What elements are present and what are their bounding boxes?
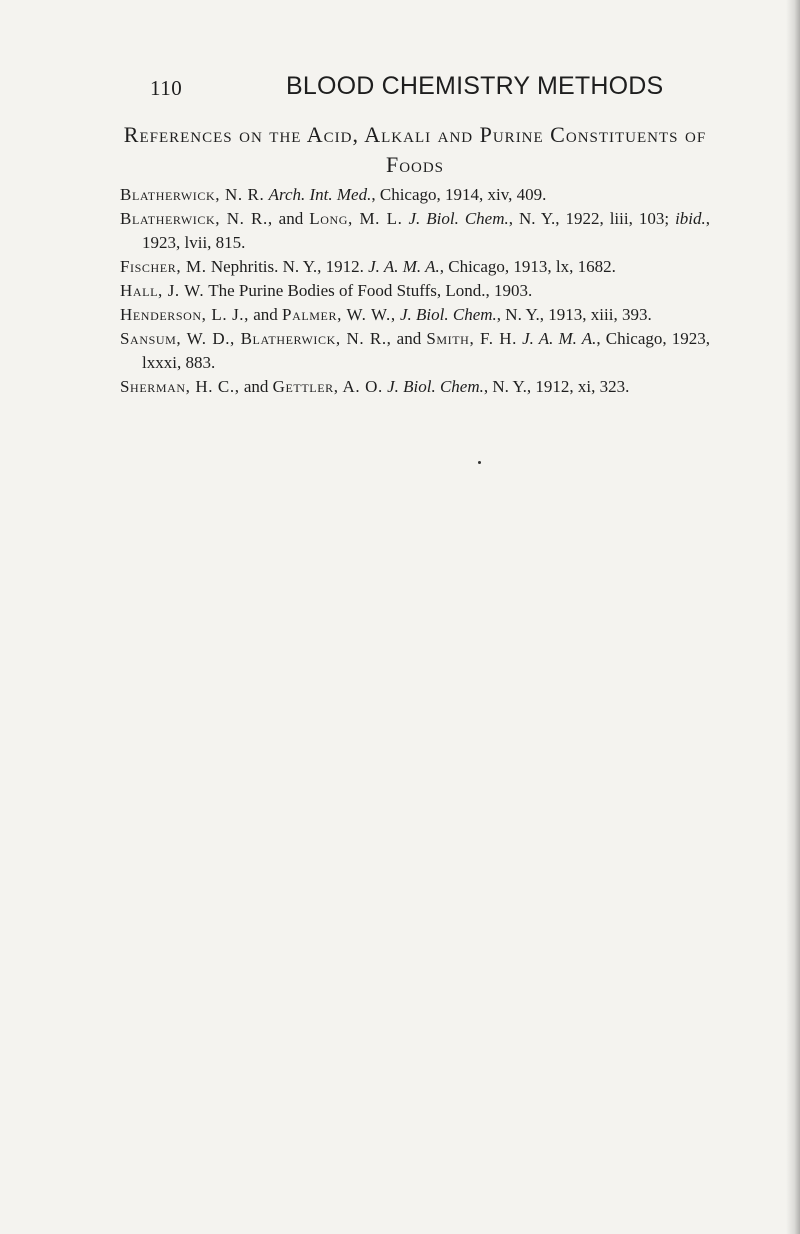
citation-text: Nephritis. N. Y., 1912. xyxy=(206,257,369,276)
citation-text: , Chicago, 1923, lxxxi, 883. xyxy=(142,329,711,372)
journal-title: J. Biol. Chem. xyxy=(400,305,497,324)
citation-text: and xyxy=(391,329,427,348)
reference-entry xyxy=(120,327,710,375)
journal-title: ibid. xyxy=(675,209,706,228)
print-speck xyxy=(478,461,481,464)
section-title: References on the Acid, Alkali and Purine Constituents of Foods xyxy=(123,122,707,177)
author-names: Palmer, W. W., xyxy=(282,305,396,324)
reference-entry xyxy=(120,255,710,279)
journal-title: J. Biol. Chem. xyxy=(408,209,509,228)
author-names: Smith, F. H. xyxy=(426,329,518,348)
citation-text: , 1923, lvii, 815. xyxy=(142,209,711,252)
citation-text: , N. Y., 1912, xi, 323. xyxy=(483,377,630,396)
running-head: BLOOD CHEMISTRY METHODS xyxy=(286,72,664,100)
author-names: Long, M. L. xyxy=(309,209,403,228)
author-names: Blatherwick, N. R., xyxy=(120,209,273,228)
citation-text: , Chicago, 1913, lx, 1682. xyxy=(439,257,616,276)
author-names: Sansum, W. D., Blatherwick, N. R., xyxy=(120,329,392,348)
citation-text: and xyxy=(248,305,283,324)
reference-entry xyxy=(120,207,710,255)
citation-text: and xyxy=(239,377,273,396)
citation-text: and xyxy=(272,209,310,228)
reference-list xyxy=(120,183,710,399)
journal-title: J. A. M. A. xyxy=(522,329,597,348)
author-names: Blatherwick, N. R. xyxy=(120,185,265,204)
author-names: Sherman, H. C., xyxy=(120,377,240,396)
reference-entry xyxy=(120,279,710,303)
page-header xyxy=(150,72,710,106)
author-names: Henderson, L. J., xyxy=(120,305,249,324)
reference-entry xyxy=(120,303,710,327)
citation-text: The Purine Bodies of Food Stuffs, Lond., 1903. xyxy=(204,281,533,300)
reference-entry xyxy=(120,375,710,399)
page-number: 110 xyxy=(150,76,183,100)
author-names: Gettler, A. O. xyxy=(272,377,383,396)
citation-text: , N. Y., 1913, xiii, 393. xyxy=(496,305,652,324)
journal-title: J. A. M. A. xyxy=(368,257,440,276)
citation-text: , Chicago, 1914, xiv, 409. xyxy=(371,185,547,204)
author-names: Fischer, M. xyxy=(120,257,207,276)
journal-title: Arch. Int. Med. xyxy=(268,185,372,204)
reference-entry xyxy=(120,183,710,207)
citation-text: , N. Y., 1922, liii, 103; xyxy=(508,209,676,228)
page-edge-shadow xyxy=(786,0,800,1234)
author-names: Hall, J. W. xyxy=(120,281,205,300)
journal-title: J. Biol. Chem. xyxy=(387,377,484,396)
